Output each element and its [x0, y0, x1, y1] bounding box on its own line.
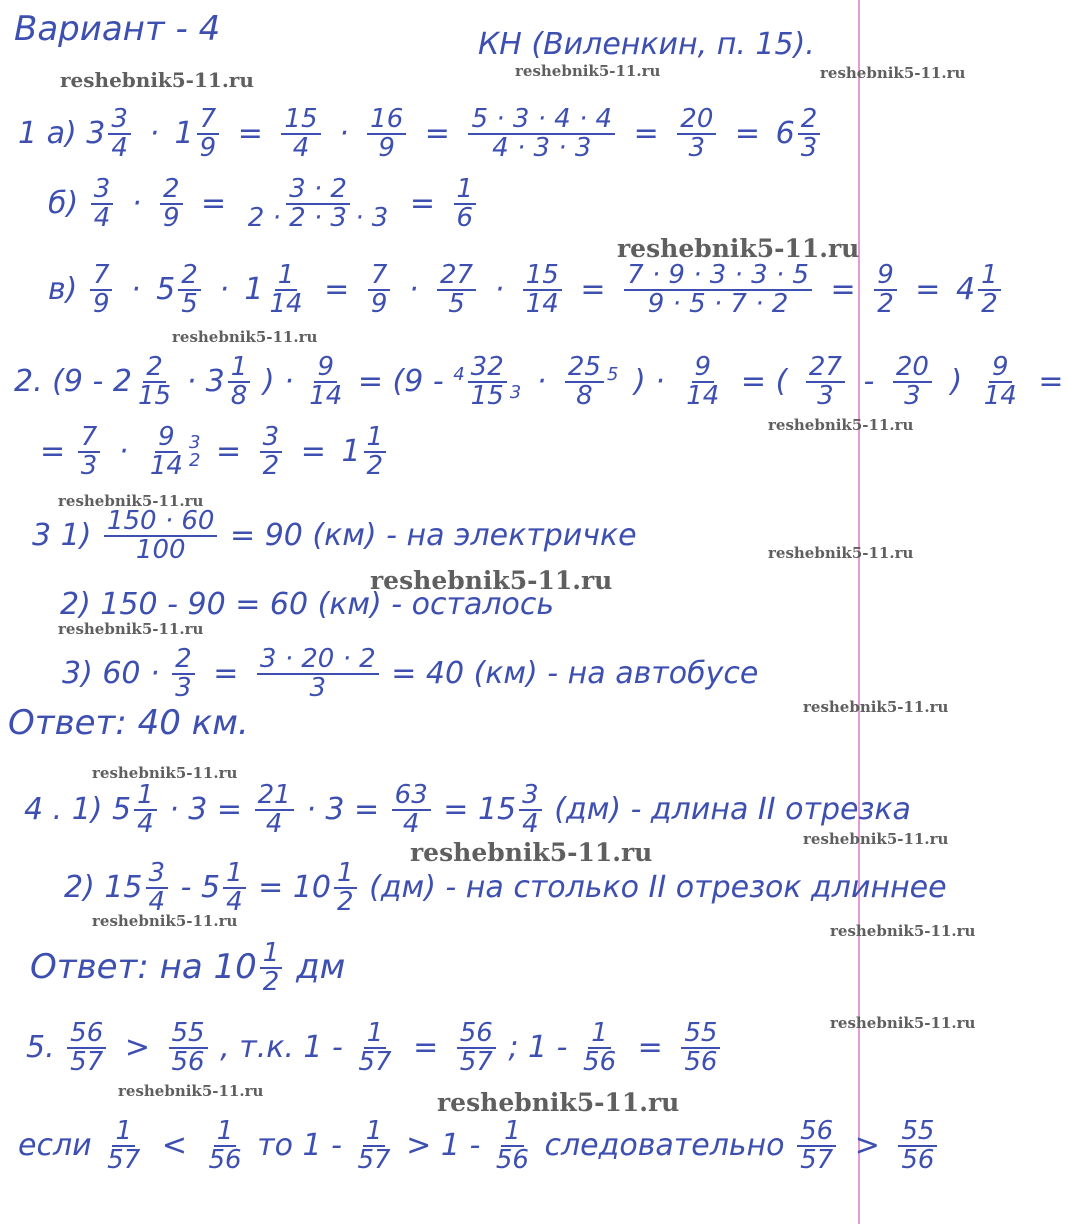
fraction: $\frac{3 \cdot 2}{2 \cdot 2 \cdot 3 \cdot 3}$ [247, 174, 389, 234]
task2-line2: = $\frac{7}{3}$ · $\frac{9}{14}$ 3 2 = $\frac{3}{2}$ = 1 $\frac{1}{2}$ [40, 424, 389, 481]
answer-whole: 1 [341, 433, 361, 469]
fraction: $\frac{1}{6}$ [454, 176, 477, 233]
task2-line1: 2. (9 - 2 $\frac{2}{15}$ · 3 $\frac{1}{8}$ ) · $\frac{9}{14}$ = (9 - $^4$ $\frac{32}{15}$ $_3$ · $\frac{25}{8}$ $^5$ ) · $\frac{9}{14}$ = ( $\frac{27}{3}$ - $\frac{20}{3}$ ) $\frac{9}{14}$ = [14, 352, 1064, 412]
task5-gt2: > 1 - [406, 1127, 481, 1163]
fraction: $\frac{9}{14}$ [983, 352, 1017, 412]
fraction: $\frac{7}{9}$ [90, 262, 113, 319]
fraction: $\frac{3}{4}$ [108, 106, 131, 163]
task4-step1 [24, 782, 911, 839]
task5-if: если [18, 1127, 92, 1163]
task5-line1 [26, 1020, 723, 1077]
task3-step3 [62, 646, 758, 703]
cancel-note: 5 [606, 363, 619, 385]
watermark: reshebnik5-11.ru [617, 234, 860, 263]
fraction: $\frac{3}{4}$ [91, 176, 114, 233]
equals-sign: = [637, 1029, 663, 1065]
mixed-whole: 5 [112, 791, 132, 827]
fraction: $\frac{3}{4}$ [519, 782, 542, 839]
cancel-note: 3 [188, 432, 201, 454]
fraction: $\frac{7}{9}$ [197, 106, 220, 163]
fraction: $\frac{1}{56}$ [208, 1116, 242, 1176]
comparison-sign: > [124, 1029, 150, 1065]
fraction: $\frac{2}{9}$ [160, 176, 183, 233]
watermark: reshebnik5-11.ru [370, 566, 613, 595]
fraction: $\frac{2}{5}$ [178, 262, 201, 319]
task2-label: 2. [14, 363, 43, 399]
fraction: $\frac{1}{14}$ [269, 260, 303, 320]
watermark: reshebnik5-11.ru [820, 64, 966, 82]
watermark: reshebnik5-11.ru [410, 838, 653, 867]
watermark: reshebnik5-11.ru [768, 416, 914, 434]
variant-title: Вариант - 4 [14, 9, 221, 49]
task4-mul2: · 3 = [306, 791, 380, 827]
watermark: reshebnik5-11.ru [830, 1014, 976, 1032]
watermark: reshebnik5-11.ru [768, 544, 914, 562]
fraction: $\frac{27}{3}$ [806, 354, 845, 411]
fraction: $\frac{20}{3}$ [677, 106, 716, 163]
notebook-margin-line [858, 0, 860, 1224]
fraction: $\frac{1}{56}$ [495, 1116, 529, 1176]
fraction: $\frac{16}{9}$ [367, 106, 406, 163]
task4-answer [30, 940, 345, 997]
fraction: $\frac{55}{56}$ [169, 1020, 208, 1077]
fraction: $\frac{1}{4}$ [134, 782, 157, 839]
fraction: $\frac{2}{3}$ [798, 106, 821, 163]
task1v-label: в) [48, 271, 78, 307]
fraction: $\frac{1}{8}$ [228, 354, 251, 411]
task4-answer-prefix: Ответ: на 10 [30, 946, 257, 987]
watermark: reshebnik5-11.ru [803, 698, 949, 716]
cancel-note: 2 [188, 450, 201, 472]
fraction: $\frac{27}{5}$ [437, 262, 476, 319]
cancel-note: 3 [509, 381, 522, 403]
mixed-whole: 5 [156, 271, 176, 307]
watermark: reshebnik5-11.ru [118, 1082, 264, 1100]
fraction: $\frac{56}{57}$ [457, 1020, 496, 1077]
fraction: $\frac{5 \cdot 3 \cdot 4 \cdot 4}{4 \cdot 3 \cdot 3}$ [468, 106, 615, 163]
task3-step3-text: = 40 (км) - на автобусе [391, 655, 759, 691]
fraction: $\frac{3 \cdot 20 \cdot 2}{3}$ [257, 646, 379, 703]
task4-mul: · 3 = [169, 791, 243, 827]
task1a-line: 1 а) 3 $\frac{3}{4}$ · 1 $\frac{7}{9}$ = $\frac{15}{4}$ · $\frac{16}{9}$ = $\frac{5 \cdot 3 \cdot 4 \cdot 4}{4 \cdot 3 \cdot 3}$ = $\frac{20}{3}$ = 6 $\frac{2}{3}$ [18, 106, 823, 163]
fraction: $\frac{20}{3}$ [893, 354, 932, 411]
task3-step1 [32, 508, 637, 565]
fraction: $\frac{1}{57}$ [107, 1116, 141, 1176]
task4-step2-prefix: 2) 15 [64, 869, 143, 905]
task1b-line: б) $\frac{3}{4}$ · $\frac{2}{9}$ = $\frac{3 \cdot 2}{2 \cdot 2 \cdot 3 \cdot 3}$ = $\frac{1}{6}$ [48, 176, 479, 233]
task3-answer: Ответ: 40 км. [8, 703, 249, 743]
fraction: $\frac{63}{4}$ [392, 782, 431, 839]
task4-label: 4 . 1) [24, 791, 103, 827]
task2-open: (9 - 2 [52, 363, 132, 399]
fraction: $\frac{2}{15}$ [137, 352, 172, 412]
task3-label: 3 1) [32, 517, 92, 553]
task5-because: , т.к. 1 - [220, 1029, 343, 1065]
task2-mid: · 3 [186, 363, 225, 399]
fraction: $\frac{25}{8}$ [565, 354, 604, 411]
fraction: $\frac{55}{56}$ [681, 1020, 720, 1077]
watermark: reshebnik5-11.ru [58, 620, 204, 638]
task4-step2-eq: = 10 [258, 869, 332, 905]
task4-step2-mid: - 5 [180, 869, 221, 905]
source-note: КН (Виленкин, п. 15). [478, 27, 815, 62]
task2-close: ) · [262, 363, 294, 399]
fraction: $\frac{56}{57}$ [67, 1020, 106, 1077]
watermark: reshebnik5-11.ru [803, 830, 949, 848]
watermark: reshebnik5-11.ru [92, 764, 238, 782]
task3-step3-prefix: 3) 60 · [62, 655, 160, 691]
answer-whole: 4 [955, 271, 976, 307]
comparison-sign: > [854, 1127, 880, 1163]
fraction: $\frac{150 \cdot 60}{100}$ [104, 508, 218, 565]
fraction: $\frac{21}{4}$ [255, 782, 294, 839]
task1b-label: б) [48, 185, 79, 221]
fraction: $\frac{9}{14}$ [686, 352, 720, 412]
fraction: $\frac{1}{56}$ [583, 1018, 617, 1078]
fraction: $\frac{15}{14}$ [523, 262, 562, 319]
task1a-label: 1 а) [18, 115, 77, 151]
task3-step2: 2) 150 - 90 = 60 (км) - осталось [60, 587, 555, 622]
task1a-whole2: 1 [174, 115, 194, 151]
cancel-note: 4 [453, 363, 465, 385]
fraction: $\frac{2}{3}$ [172, 646, 195, 703]
task4-eq: = 15 [443, 791, 517, 827]
watermark: reshebnik5-11.ru [437, 1088, 680, 1117]
mixed-whole: 1 [244, 271, 264, 307]
task5-therefore: следовательно [544, 1127, 785, 1163]
comparison-sign: < [161, 1127, 187, 1163]
fraction: $\frac{15}{4}$ [281, 106, 320, 163]
fraction: $\frac{1}{2}$ [978, 262, 1001, 319]
task4-step2 [64, 860, 947, 917]
task4-step1-text: (дм) - длина II отрезка [554, 791, 911, 827]
fraction: $\frac{1}{57}$ [357, 1116, 391, 1176]
answer-whole: 6 [775, 115, 795, 151]
task3-step1-text: = 90 (км) - на электричке [230, 517, 637, 553]
task5-label: 5. [26, 1029, 55, 1065]
watermark: reshebnik5-11.ru [515, 62, 661, 80]
task5-line2 [18, 1118, 940, 1175]
fraction: $\frac{7}{3}$ [78, 424, 101, 481]
fraction: $\frac{1}{57}$ [358, 1018, 392, 1078]
fraction: $\frac{56}{57}$ [797, 1118, 836, 1175]
fraction: $\frac{7}{9}$ [368, 262, 391, 319]
task4-answer-suffix: дм [296, 946, 346, 987]
fraction: $\frac{9}{14}$ [149, 422, 183, 482]
watermark: reshebnik5-11.ru [58, 492, 204, 510]
equals-sign: = [413, 1029, 439, 1065]
fraction: $\frac{1}{2}$ [334, 860, 357, 917]
fraction: $\frac{9}{2}$ [874, 262, 897, 319]
task2-eq-open: = (9 - [357, 363, 444, 399]
equals-sign: = [213, 655, 239, 691]
watermark: reshebnik5-11.ru [172, 328, 318, 346]
task1a-whole1: 3 [86, 115, 106, 151]
task5-then: то 1 - [257, 1127, 342, 1163]
task4-step2-text: (дм) - на столько II отрезок длиннее [369, 869, 947, 905]
task2-line2-prefix: = [40, 433, 66, 469]
task5-sep: ; 1 - [508, 1029, 568, 1065]
fraction: $\frac{55}{56}$ [898, 1118, 937, 1175]
watermark: reshebnik5-11.ru [830, 922, 976, 940]
fraction: $\frac{3}{2}$ [260, 424, 283, 481]
fraction: $\frac{3}{4}$ [146, 860, 169, 917]
task1v-line: в) $\frac{7}{9}$ · 5 $\frac{2}{5}$ · 1 $\frac{1}{14}$ = $\frac{7}{9}$ · $\frac{27}{5}$ · $\frac{15}{14}$ = $\frac{7 \cdot 9 \cdot 3 \cdot 3 \cdot 5}{9 \cdot 5 \cdot 7 \cdot 2}$ = $\frac{9}{2}$ = 4 $\frac{1}{2}$ [48, 262, 1004, 319]
watermark: reshebnik5-11.ru [92, 912, 238, 930]
fraction: $\frac{1}{4}$ [223, 860, 246, 917]
fraction: $\frac{7 \cdot 9 \cdot 3 \cdot 3 \cdot 5}{9 \cdot 5 \cdot 7 \cdot 2}$ [624, 262, 812, 319]
fraction: $\frac{1}{2}$ [260, 940, 283, 997]
fraction: $\frac{32}{15}$ [468, 354, 507, 411]
watermark: reshebnik5-11.ru [60, 68, 254, 92]
fraction: $\frac{9}{14}$ [309, 352, 343, 412]
fraction: $\frac{1}{2}$ [364, 424, 387, 481]
